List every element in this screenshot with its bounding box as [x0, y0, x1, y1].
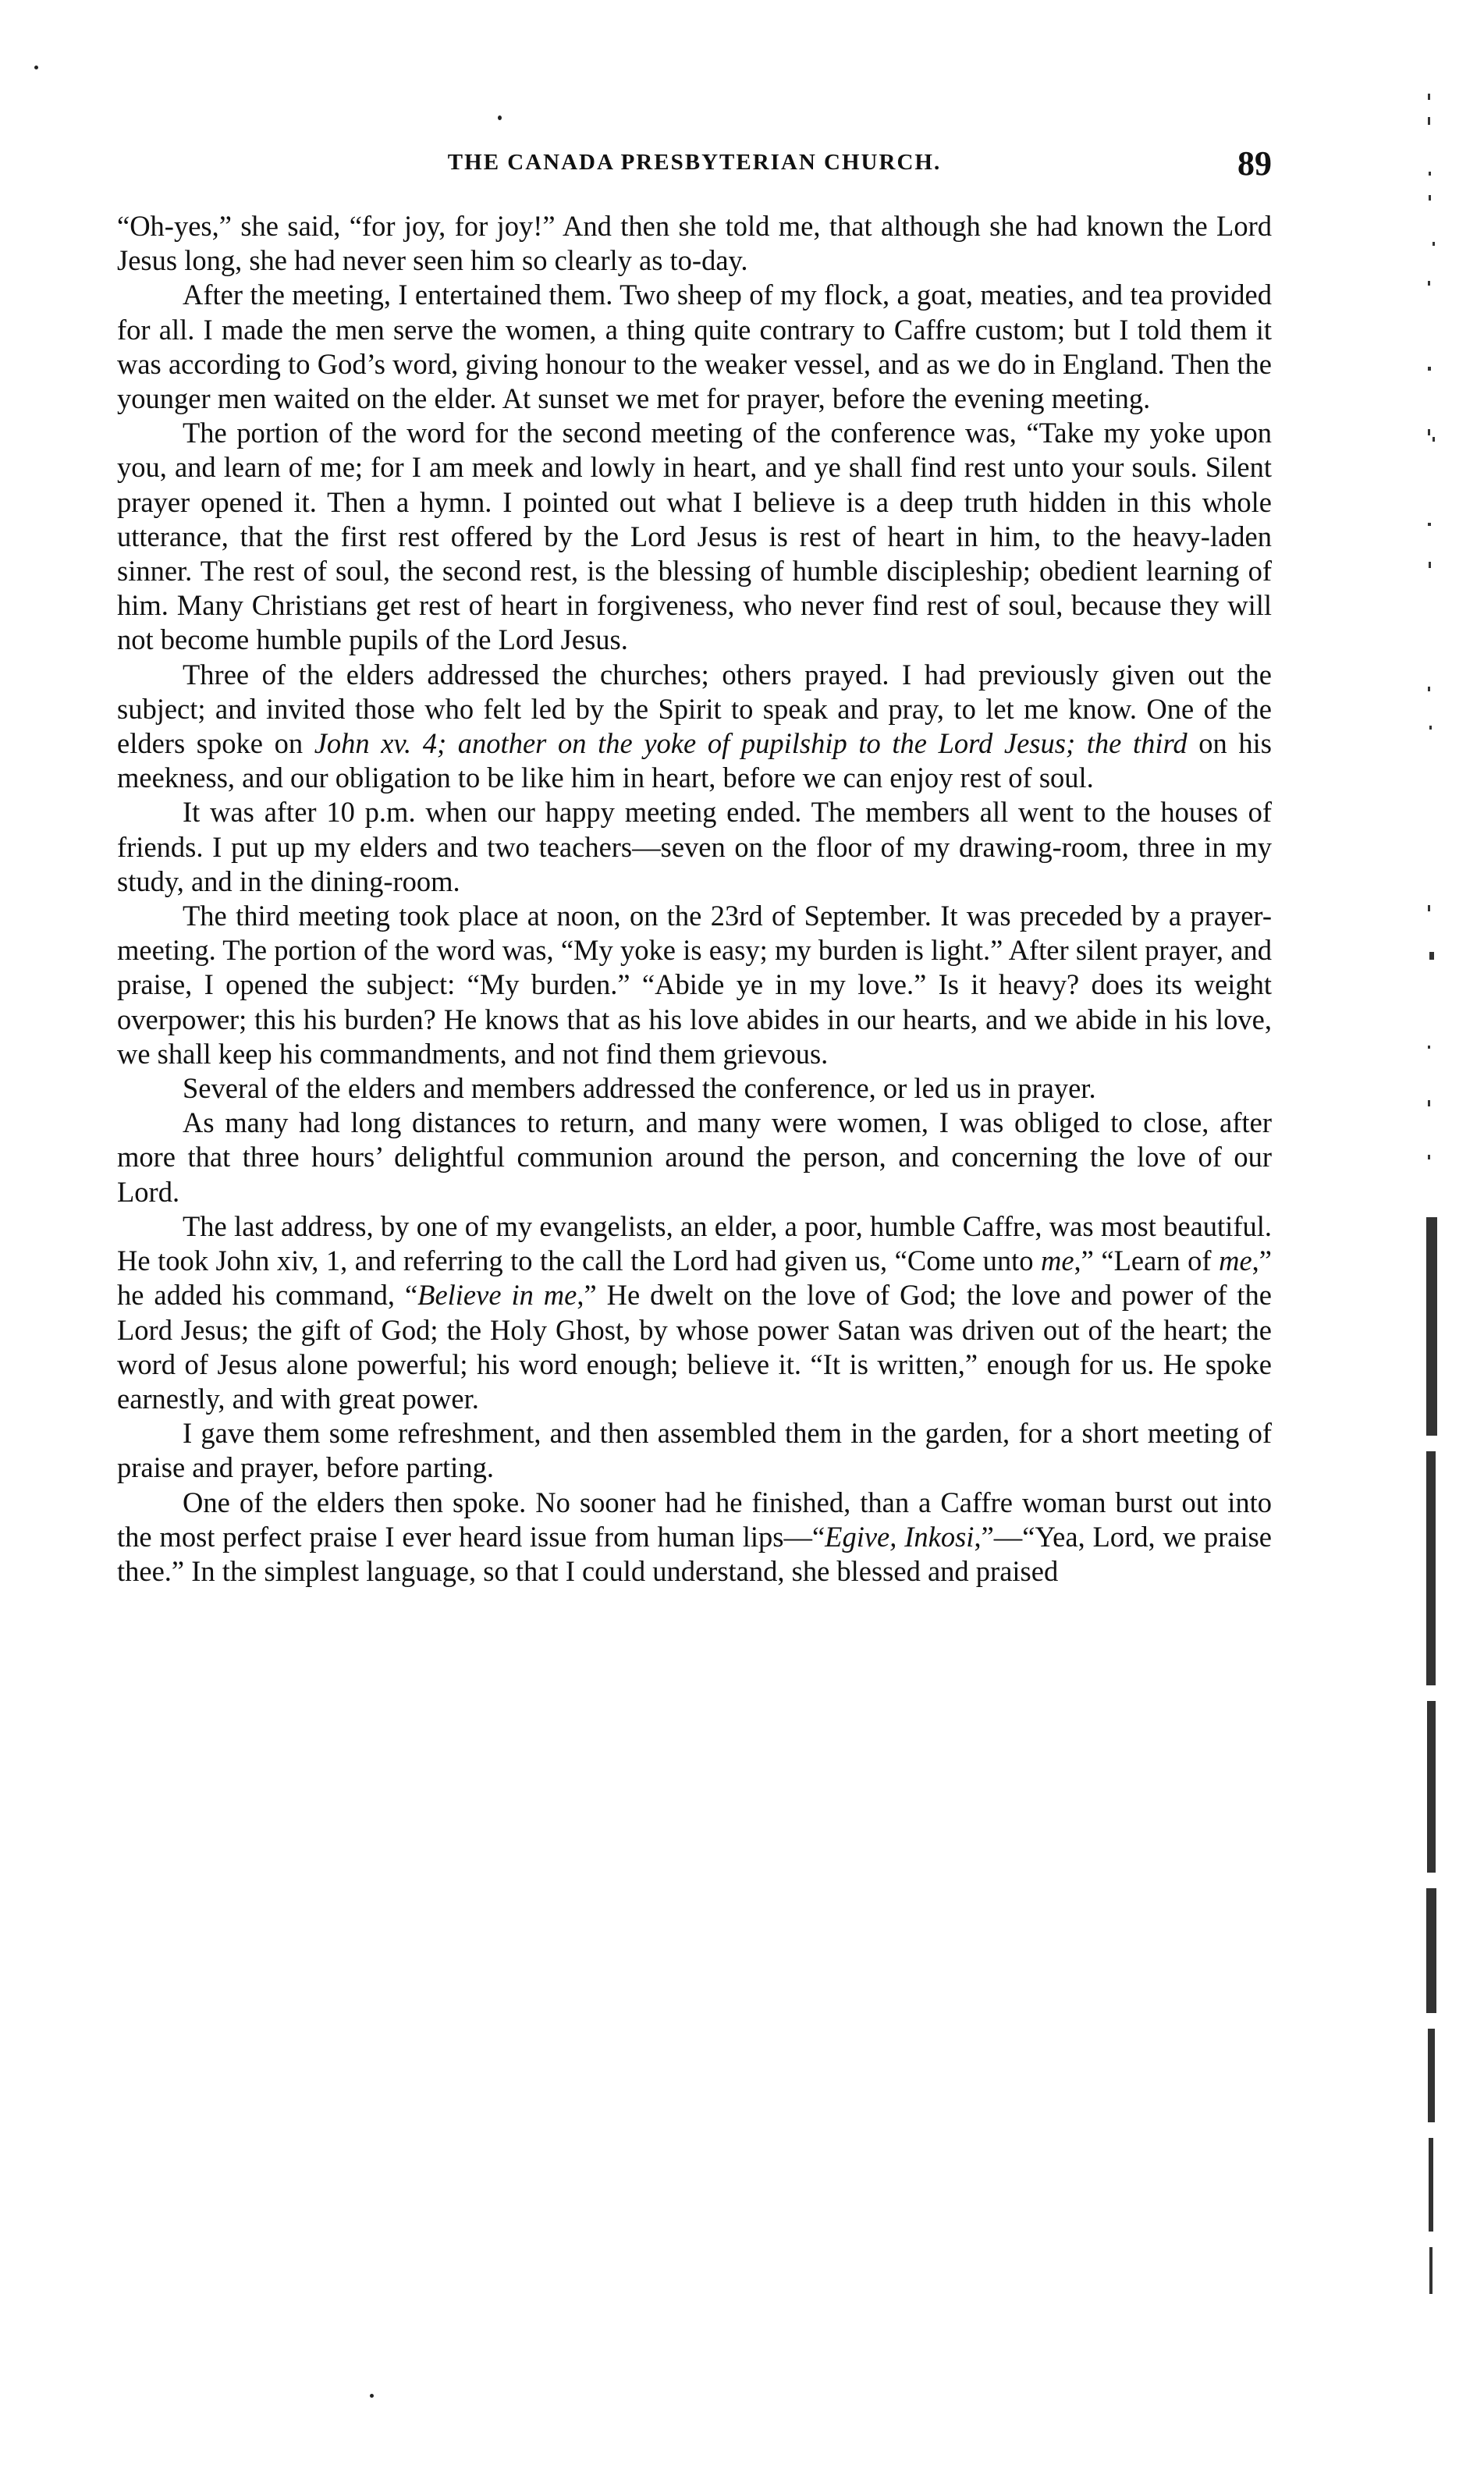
scan-speck: [498, 115, 502, 120]
scan-speck: [34, 66, 38, 69]
paragraph: [117, 416, 1272, 657]
paragraph: [117, 1486, 1272, 1589]
text-run: ,”—“Yea, Lord, we praise thee.” In the simplest language, so that I could understand, she blessed and praised: [117, 1520, 1272, 1587]
text-run: on his meekness, and our obligation to be like him in heart, before we can enjoy rest of soul.: [117, 727, 1272, 794]
text-run: ,” He dwelt on the love of God; the love and power of the Lord Jesus; the gift of God; the Holy Ghost, by whose power Satan was driven out of the heart; the word of Jesus alone powerful; his word enough; believe it. “It is written,” enough for us. He spoke earnestly, and with great power.: [117, 1279, 1272, 1415]
italic-text: me: [1219, 1245, 1252, 1277]
paragraph: [117, 658, 1272, 796]
text-run: It was after 10 p.m. when our happy meeting ended. The members all went to the houses of friends. I put up my elders and two teachers—seven on the floor of my drawing-room, three in my study, and in the dining-room.: [117, 796, 1272, 897]
italic-text: Believe in me: [417, 1279, 577, 1312]
text-run: “Oh-yes,” she said, “for joy, for joy!” And then she told me, that although she had known the Lord Jesus long, she had never seen him so clearly as to-day.: [117, 210, 1272, 277]
paragraph: [117, 278, 1272, 416]
text-run: I gave them some refreshment, and then assembled them in the garden, for a short meeting of praise and prayer, before parting.: [117, 1417, 1272, 1484]
paragraph: [117, 209, 1272, 278]
page-number: 89: [1237, 144, 1272, 183]
page-edge-artifact: [1422, 62, 1468, 2325]
paragraph: [117, 1209, 1272, 1416]
text-run: The last address, by one of my evangelists, an elder, a poor, humble Caffre, was most beautiful. He took John xiv, 1, and referring to the call the Lord had given us, “Come unto: [117, 1209, 1272, 1277]
italic-text: me: [1040, 1245, 1074, 1277]
body-text: [117, 209, 1272, 1589]
text-run: The portion of the word for the second meeting of the conference was, “Take my yoke upon you, and learn of me; for I am meek and lowly in heart, and ye shall find rest unto your souls. Silent prayer opened it. Then a hymn. I pointed out what I believe is a deep truth hidden in this whole utterance, that the first rest offered by the Lord Jesus is rest of heart in him, to the heavy-laden sinner. The rest of soul, the second rest, is the blessing of humble discipleship; obedient learning of him. Many Christians get rest of heart in forgiveness, who never find rest of soul, because they will not become humble pupils of the Lord Jesus.: [117, 417, 1272, 656]
paragraph: [117, 1416, 1272, 1485]
text-run: As many had long distances to return, and many were women, I was obliged to close, after more that three hours’ delightful communion around the person, and concerning the love of our Lord.: [117, 1106, 1272, 1208]
text-run: One of the elders then spoke. No sooner had he finished, than a Caffre woman burst out into the most perfect praise I ever heard issue from human lips—“: [117, 1486, 1272, 1553]
italic-text: John xv. 4; another on the yoke of pupilship to the Lord Jesus; the third: [314, 727, 1188, 760]
paragraph: [117, 795, 1272, 899]
paragraph: [117, 1106, 1272, 1209]
text-run: ,” “Learn of: [1074, 1245, 1220, 1277]
text-run: After the meeting, I entertained them. Two sheep of my flock, a goat, meaties, and tea provided for all. I made the men serve the women, a thing quite contrary to Caffre custom; but I told them it was according to God’s word, giving honour to the weaker vessel, and as we do in England. Then the younger men waited on the elder. At sunset we met for prayer, before the evening meeting.: [117, 279, 1272, 415]
text-run: ,” he added his command, “: [117, 1245, 1272, 1312]
running-title: THE CANADA PRESBYTERIAN CHURCH.: [447, 150, 942, 175]
paragraph: [117, 1071, 1272, 1106]
running-head: [117, 144, 1272, 190]
italic-text: Egive, Inkosi: [825, 1520, 975, 1553]
text-run: Several of the elders and members addressed the conference, or led us in prayer.: [183, 1072, 1096, 1105]
text-run: The third meeting took place at noon, on the 23rd of September. It was preceded by a prayer-meeting. The portion of the word was, “My yoke is easy; my burden is light.” After silent prayer, and praise, I opened the subject: “My burden.” “Abide ye in my love.” Is it heavy? does its weight overpower; this his burden? He knows that as his love abides in our hearts, and we abide in his love, we shall keep his commandments, and not find them grievous.: [117, 900, 1272, 1070]
scan-speck: [370, 2394, 374, 2398]
text-run: Three of the elders addressed the churches; others prayed. I had previously given out the subject; and invited those who felt led by the Spirit to speak and pray, to let me know. One of the elders spoke on: [117, 658, 1272, 760]
paragraph: [117, 899, 1272, 1071]
